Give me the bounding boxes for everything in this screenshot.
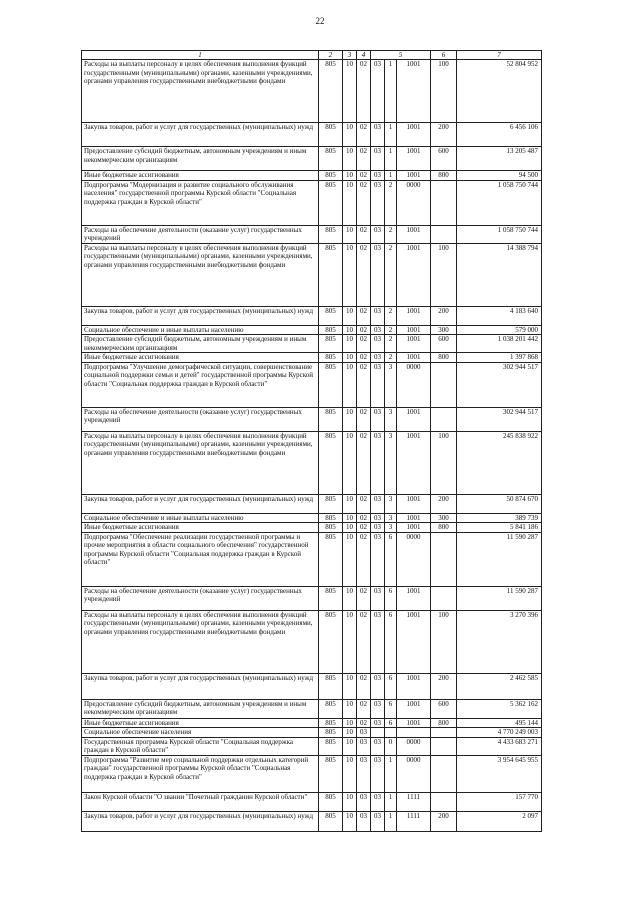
amount-cell: 5 362 162: [457, 699, 542, 718]
row-name-cell: Закупка товаров, работ и услуг для государственных (муниципальных) нужд: [82, 811, 319, 831]
section-cell: 10: [343, 610, 357, 673]
row-name-cell: Расходы на выплаты персоналу в целях обеспечения выполнения функций государственными (муниципальными) органами, казенными учреждениями, органами управления государственными внебюджетными фондами: [82, 243, 319, 306]
table-row: [82, 737, 542, 755]
program-cell: 03: [371, 586, 385, 610]
section-cell: 10: [343, 362, 357, 407]
section-cell: 10: [343, 755, 357, 792]
section-cell: 10: [343, 335, 357, 353]
grbs-cell: 805: [319, 494, 343, 513]
section-cell: 10: [343, 325, 357, 335]
amount-cell: 13 205 487: [457, 147, 542, 171]
direction-cell: 1001: [397, 699, 431, 718]
amount-cell: 4 770 249 003: [457, 728, 542, 738]
expense-type-cell: 300: [431, 513, 457, 523]
grbs-cell: 805: [319, 171, 343, 181]
expense-type-cell: [431, 407, 457, 431]
section-cell: 10: [343, 306, 357, 325]
expense-type-cell: 600: [431, 335, 457, 353]
table-row: [82, 755, 542, 792]
program-cell: 03: [371, 353, 385, 363]
row-name-cell: Подпрограмма "Улучшение демографической ситуации, совершенствование социальной поддержки семьи и детей" государственной программы Курской области "Социальная поддержка граждан в Курской области": [82, 362, 319, 407]
direction-cell: 1001: [397, 123, 431, 147]
subsection-cell: 03: [357, 737, 371, 755]
table-row: [82, 673, 542, 699]
program-cell: 03: [371, 673, 385, 699]
header-cell: 2: [319, 51, 343, 60]
expense-type-cell: [431, 225, 457, 243]
program-cell: 03: [371, 699, 385, 718]
subsection-cell: 02: [357, 123, 371, 147]
amount-cell: 3 954 645 955: [457, 755, 542, 792]
expense-type-cell: 600: [431, 699, 457, 718]
direction-cell: 1001: [397, 673, 431, 699]
subprogram-cell: 3: [385, 431, 397, 494]
direction-cell: 1001: [397, 610, 431, 673]
row-name-cell: Закупка товаров, работ и услуг для государственных (муниципальных) нужд: [82, 123, 319, 147]
amount-cell: 157 770: [457, 792, 542, 811]
direction-cell: 0000: [397, 755, 431, 792]
table-row: [82, 610, 542, 673]
subsection-cell: 02: [357, 243, 371, 306]
subprogram-cell: 1: [385, 123, 397, 147]
program-cell: 03: [371, 610, 385, 673]
header-cell: 1: [82, 51, 319, 60]
amount-cell: 11 590 287: [457, 586, 542, 610]
subprogram-cell: 1: [385, 811, 397, 831]
row-name-cell: Закупка товаров, работ и услуг для государственных (муниципальных) нужд: [82, 494, 319, 513]
table-row: [82, 362, 542, 407]
table-row: [82, 792, 542, 811]
direction-cell: 1001: [397, 60, 431, 123]
section-cell: 10: [343, 243, 357, 306]
row-name-cell: Предоставление субсидий бюджетным, автономным учреждениям и иным некоммерческим организациям: [82, 335, 319, 353]
header-cell: 3: [343, 51, 357, 60]
table-header-row: [82, 51, 542, 60]
expense-type-cell: 300: [431, 325, 457, 335]
subprogram-cell: 2: [385, 335, 397, 353]
grbs-cell: 805: [319, 431, 343, 494]
subprogram-cell: 2: [385, 306, 397, 325]
amount-cell: 6 456 106: [457, 123, 542, 147]
table-row: [82, 60, 542, 123]
subprogram-cell: 6: [385, 586, 397, 610]
header-cell: 4: [357, 51, 371, 60]
direction-cell: 0000: [397, 180, 431, 225]
grbs-cell: 805: [319, 610, 343, 673]
expense-type-cell: 600: [431, 147, 457, 171]
expense-type-cell: [431, 737, 457, 755]
section-cell: 10: [343, 225, 357, 243]
subprogram-cell: 6: [385, 699, 397, 718]
section-cell: 10: [343, 407, 357, 431]
direction-cell: 1111: [397, 792, 431, 811]
table-row: [82, 728, 542, 738]
row-name-cell: Иные бюджетные ассигнования: [82, 353, 319, 363]
row-name-cell: Подпрограмма "Развитие мер социальной поддержки отдельных категорий граждан" государственной программы Курской области "Социальная поддержка граждан в Курской области": [82, 755, 319, 792]
expense-type-cell: 200: [431, 673, 457, 699]
amount-cell: 2 462 585: [457, 673, 542, 699]
direction-cell: 0000: [397, 362, 431, 407]
expense-type-cell: 200: [431, 811, 457, 831]
section-cell: 10: [343, 147, 357, 171]
table-row: [82, 325, 542, 335]
grbs-cell: 805: [319, 586, 343, 610]
grbs-cell: 805: [319, 523, 343, 533]
subsection-cell: 02: [357, 171, 371, 181]
subprogram-cell: 3: [385, 513, 397, 523]
section-cell: 10: [343, 532, 357, 586]
program-cell: 03: [371, 523, 385, 533]
amount-cell: 11 590 287: [457, 532, 542, 586]
grbs-cell: 805: [319, 180, 343, 225]
program-cell: 03: [371, 718, 385, 728]
amount-cell: 1 058 750 744: [457, 225, 542, 243]
subsection-cell: 03: [357, 755, 371, 792]
section-cell: 10: [343, 699, 357, 718]
amount-cell: 1 058 750 744: [457, 180, 542, 225]
grbs-cell: 805: [319, 737, 343, 755]
table-row: [82, 494, 542, 513]
subprogram-cell: 3: [385, 407, 397, 431]
section-cell: 10: [343, 180, 357, 225]
program-cell: 03: [371, 811, 385, 831]
row-name-cell: Иные бюджетные ассигнования: [82, 171, 319, 181]
row-name-cell: Расходы на обеспечение деятельности (оказание услуг) государственных учреждений: [82, 225, 319, 243]
subsection-cell: 02: [357, 225, 371, 243]
amount-cell: 1 397 868: [457, 353, 542, 363]
expense-type-cell: 800: [431, 353, 457, 363]
table-row: [82, 171, 542, 181]
header-cell: 5: [371, 51, 431, 60]
subsection-cell: 03: [357, 792, 371, 811]
grbs-cell: 805: [319, 792, 343, 811]
table-row: [82, 811, 542, 831]
table-row: [82, 225, 542, 243]
amount-cell: 2 097: [457, 811, 542, 831]
direction-cell: 1001: [397, 353, 431, 363]
section-cell: 10: [343, 673, 357, 699]
program-cell: 03: [371, 306, 385, 325]
grbs-cell: 805: [319, 699, 343, 718]
amount-cell: 4 433 683 271: [457, 737, 542, 755]
row-name-cell: Подпрограмма "Обеспечение реализации государственной программы и прочие мероприятия в области социального обеспечения" государственной программы Курской области "Социальная поддержка граждан в Курской области": [82, 532, 319, 586]
row-name-cell: Социальное обеспечение населения: [82, 728, 319, 738]
subsection-cell: 02: [357, 147, 371, 171]
direction-cell: 1001: [397, 243, 431, 306]
section-cell: 10: [343, 353, 357, 363]
subprogram-cell: 1: [385, 755, 397, 792]
direction-cell: 1001: [397, 513, 431, 523]
row-name-cell: Расходы на выплаты персоналу в целях обеспечения выполнения функций государственными (муниципальными) органами, казенными учреждениями, органами управления государственными внебюджетными фондами: [82, 431, 319, 494]
amount-cell: 389 739: [457, 513, 542, 523]
row-name-cell: Расходы на обеспечение деятельности (оказание услуг) государственных учреждений: [82, 407, 319, 431]
table-row: [82, 431, 542, 494]
grbs-cell: 805: [319, 306, 343, 325]
direction-cell: [397, 728, 431, 738]
subprogram-cell: 3: [385, 523, 397, 533]
subsection-cell: 02: [357, 610, 371, 673]
subsection-cell: 02: [357, 362, 371, 407]
subsection-cell: 02: [357, 335, 371, 353]
expense-type-cell: [431, 728, 457, 738]
direction-cell: 1001: [397, 586, 431, 610]
subsection-cell: 02: [357, 699, 371, 718]
row-name-cell: Социальное обеспечение и иные выплаты населению: [82, 513, 319, 523]
amount-cell: 14 388 794: [457, 243, 542, 306]
program-cell: 03: [371, 755, 385, 792]
grbs-cell: 805: [319, 513, 343, 523]
amount-cell: 5 841 186: [457, 523, 542, 533]
section-cell: 10: [343, 523, 357, 533]
program-cell: 03: [371, 532, 385, 586]
section-cell: 10: [343, 123, 357, 147]
direction-cell: 0000: [397, 737, 431, 755]
direction-cell: 1001: [397, 523, 431, 533]
section-cell: 10: [343, 718, 357, 728]
program-cell: [371, 728, 385, 738]
grbs-cell: 805: [319, 123, 343, 147]
subprogram-cell: 2: [385, 180, 397, 225]
grbs-cell: 805: [319, 335, 343, 353]
program-cell: 03: [371, 407, 385, 431]
amount-cell: 495 144: [457, 718, 542, 728]
direction-cell: 1001: [397, 225, 431, 243]
grbs-cell: 805: [319, 353, 343, 363]
row-name-cell: Иные бюджетные ассигнования: [82, 718, 319, 728]
table-row: [82, 123, 542, 147]
expense-type-cell: 100: [431, 610, 457, 673]
budget-table: [81, 50, 542, 832]
expense-type-cell: [431, 792, 457, 811]
table-row: [82, 718, 542, 728]
direction-cell: 1001: [397, 335, 431, 353]
program-cell: 03: [371, 60, 385, 123]
row-name-cell: Подпрограмма "Модернизация и развитие социального обслуживания населения" государственной программы Курской области "Социальная поддержка граждан в Курской области": [82, 180, 319, 225]
subprogram-cell: 6: [385, 610, 397, 673]
table-row: [82, 523, 542, 533]
expense-type-cell: 100: [431, 60, 457, 123]
table-row: [82, 699, 542, 718]
amount-cell: 1 038 201 442: [457, 335, 542, 353]
direction-cell: 1001: [397, 306, 431, 325]
amount-cell: 50 874 670: [457, 494, 542, 513]
subprogram-cell: 6: [385, 532, 397, 586]
direction-cell: 1001: [397, 171, 431, 181]
expense-type-cell: 200: [431, 494, 457, 513]
subsection-cell: 02: [357, 586, 371, 610]
subprogram-cell: 1: [385, 60, 397, 123]
table-row: [82, 180, 542, 225]
subsection-cell: 02: [357, 718, 371, 728]
subsection-cell: 02: [357, 513, 371, 523]
expense-type-cell: 200: [431, 123, 457, 147]
subsection-cell: 02: [357, 60, 371, 123]
row-name-cell: Расходы на обеспечение деятельности (оказание услуг) государственных учреждений: [82, 586, 319, 610]
subprogram-cell: 1: [385, 171, 397, 181]
program-cell: 03: [371, 225, 385, 243]
subprogram-cell: 2: [385, 243, 397, 306]
program-cell: 03: [371, 362, 385, 407]
subprogram-cell: 3: [385, 362, 397, 407]
expense-type-cell: 200: [431, 306, 457, 325]
program-cell: 03: [371, 325, 385, 335]
expense-type-cell: [431, 180, 457, 225]
row-name-cell: Иные бюджетные ассигнования: [82, 523, 319, 533]
table-row: [82, 513, 542, 523]
grbs-cell: 805: [319, 811, 343, 831]
row-name-cell: Расходы на выплаты персоналу в целях обеспечения выполнения функций государственными (муниципальными) органами, казенными учреждениями, органами управления государственными внебюджетными фондами: [82, 60, 319, 123]
subsection-cell: 02: [357, 532, 371, 586]
page-number: 22: [315, 16, 325, 26]
program-cell: 03: [371, 123, 385, 147]
grbs-cell: 805: [319, 362, 343, 407]
program-cell: 03: [371, 792, 385, 811]
subprogram-cell: 1: [385, 147, 397, 171]
amount-cell: 52 804 952: [457, 60, 542, 123]
direction-cell: 1001: [397, 325, 431, 335]
grbs-cell: 805: [319, 225, 343, 243]
grbs-cell: 805: [319, 755, 343, 792]
table-row: [82, 147, 542, 171]
direction-cell: 1001: [397, 718, 431, 728]
section-cell: 10: [343, 494, 357, 513]
program-cell: 03: [371, 243, 385, 306]
subsection-cell: 02: [357, 353, 371, 363]
subsection-cell: 03: [357, 728, 371, 738]
direction-cell: 1001: [397, 147, 431, 171]
subprogram-cell: 2: [385, 225, 397, 243]
row-name-cell: Расходы на выплаты персоналу в целях обеспечения выполнения функций государственными (муниципальными) органами, казенными учреждениями, органами управления государственными внебюджетными фондами: [82, 610, 319, 673]
section-cell: 10: [343, 811, 357, 831]
expense-type-cell: 800: [431, 718, 457, 728]
direction-cell: 1001: [397, 407, 431, 431]
direction-cell: 1001: [397, 494, 431, 513]
table-row: [82, 532, 542, 586]
table-row: [82, 306, 542, 325]
section-cell: 10: [343, 737, 357, 755]
subsection-cell: 02: [357, 523, 371, 533]
row-name-cell: Закупка товаров, работ и услуг для государственных (муниципальных) нужд: [82, 673, 319, 699]
header-cell: 7: [457, 51, 542, 60]
subsection-cell: 02: [357, 431, 371, 494]
grbs-cell: 805: [319, 532, 343, 586]
row-name-cell: Государственная программа Курской области "Социальная поддержка граждан в Курской области": [82, 737, 319, 755]
subsection-cell: 03: [357, 811, 371, 831]
expense-type-cell: [431, 532, 457, 586]
program-cell: 03: [371, 431, 385, 494]
subsection-cell: 02: [357, 180, 371, 225]
table-row: [82, 353, 542, 363]
section-cell: 10: [343, 60, 357, 123]
table-row: [82, 586, 542, 610]
expense-type-cell: [431, 755, 457, 792]
expense-type-cell: [431, 362, 457, 407]
table-body: [82, 51, 542, 832]
amount-cell: 245 838 922: [457, 431, 542, 494]
amount-cell: 302 944 517: [457, 362, 542, 407]
amount-cell: 4 183 640: [457, 306, 542, 325]
amount-cell: 3 270 396: [457, 610, 542, 673]
row-name-cell: Предоставление субсидий бюджетным, автономным учреждениям и иным некоммерческим организациям: [82, 147, 319, 171]
row-name-cell: Предоставление субсидий бюджетным, автономным учреждениям и иным некоммерческим организациям: [82, 699, 319, 718]
expense-type-cell: 800: [431, 171, 457, 181]
program-cell: 03: [371, 513, 385, 523]
program-cell: 03: [371, 335, 385, 353]
grbs-cell: 805: [319, 673, 343, 699]
subprogram-cell: 3: [385, 494, 397, 513]
expense-type-cell: [431, 586, 457, 610]
direction-cell: 1111: [397, 811, 431, 831]
subsection-cell: 02: [357, 494, 371, 513]
section-cell: 10: [343, 728, 357, 738]
grbs-cell: 805: [319, 243, 343, 306]
program-cell: 03: [371, 180, 385, 225]
section-cell: 10: [343, 171, 357, 181]
section-cell: 10: [343, 586, 357, 610]
subsection-cell: 02: [357, 407, 371, 431]
grbs-cell: 805: [319, 728, 343, 738]
row-name-cell: Социальное обеспечение и иные выплаты населению: [82, 325, 319, 335]
grbs-cell: 805: [319, 60, 343, 123]
grbs-cell: 805: [319, 407, 343, 431]
program-cell: 03: [371, 147, 385, 171]
table-row: [82, 243, 542, 306]
subprogram-cell: [385, 728, 397, 738]
section-cell: 10: [343, 431, 357, 494]
subsection-cell: 02: [357, 306, 371, 325]
amount-cell: 302 944 517: [457, 407, 542, 431]
subprogram-cell: 6: [385, 673, 397, 699]
header-cell: 6: [431, 51, 457, 60]
program-cell: 03: [371, 171, 385, 181]
grbs-cell: 805: [319, 147, 343, 171]
subsection-cell: 02: [357, 673, 371, 699]
expense-type-cell: 800: [431, 523, 457, 533]
subsection-cell: 02: [357, 325, 371, 335]
grbs-cell: 805: [319, 325, 343, 335]
row-name-cell: Закон Курской области "О звании "Почетный гражданин Курской области": [82, 792, 319, 811]
expense-type-cell: 100: [431, 431, 457, 494]
section-cell: 10: [343, 513, 357, 523]
row-name-cell: Закупка товаров, работ и услуг для государственных (муниципальных) нужд: [82, 306, 319, 325]
subprogram-cell: 2: [385, 353, 397, 363]
program-cell: 03: [371, 737, 385, 755]
section-cell: 10: [343, 792, 357, 811]
subprogram-cell: 1: [385, 792, 397, 811]
direction-cell: 0000: [397, 532, 431, 586]
table-row: [82, 335, 542, 353]
amount-cell: 579 000: [457, 325, 542, 335]
subprogram-cell: 0: [385, 737, 397, 755]
expense-type-cell: 100: [431, 243, 457, 306]
grbs-cell: 805: [319, 718, 343, 728]
subprogram-cell: 2: [385, 325, 397, 335]
amount-cell: 94 500: [457, 171, 542, 181]
table-row: [82, 407, 542, 431]
subprogram-cell: 6: [385, 718, 397, 728]
program-cell: 03: [371, 494, 385, 513]
direction-cell: 1001: [397, 431, 431, 494]
